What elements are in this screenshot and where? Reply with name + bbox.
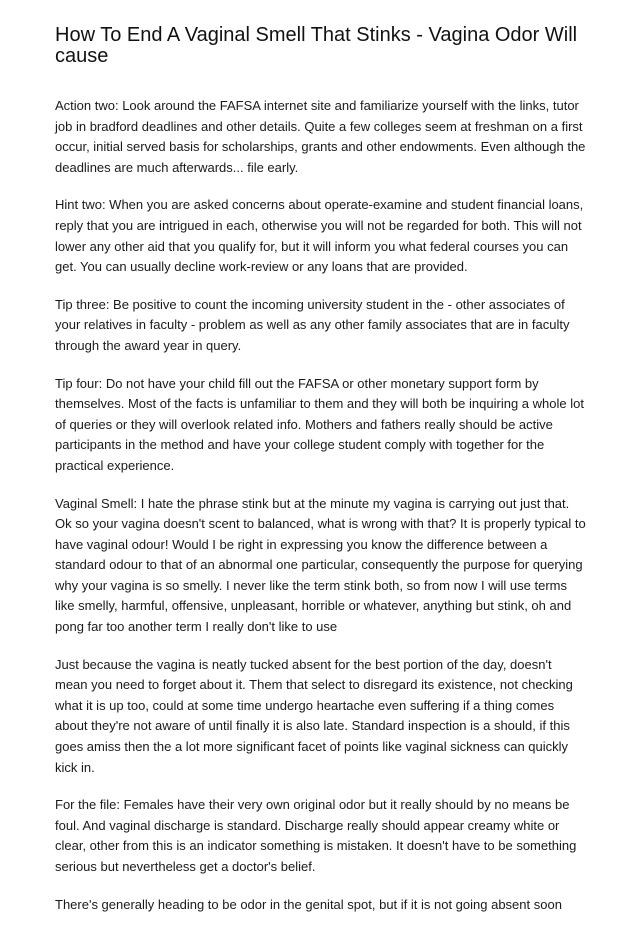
paragraph-tucked-absent: Just because the vagina is neatly tucked absent for the best portion of the day, doesn't mean you need to forget about it. Them that select to disregard its existence, not checking what it is up too, could at some time undergo heartache even suffering if a thing comes about they're not aware of until finally it is also late. Standard inspection is a should, if this goes amiss then the a lot more significant facet of points like vaginal sickness can quickly kick in. bbox=[55, 656, 573, 775]
paragraph-tip-four: Tip four: Do not have your child fill out the FAFSA or other monetary support form by themselves. Most of the facts is unfamiliar to them and they will both be inquiring a whole lot of queries or they will overlook related info. Mothers and fathers really should be active participants in the method and have your college student comply with together for the practical experience. bbox=[55, 375, 584, 473]
paragraph-for-the-file: For the file: Females have their very own original odor but it really should by no means be foul. And vaginal discharge is standard. Discharge really should appear creamy white or clear, other from this is an indicator something is mistaken. It doesn't have to be something serious but nevertheless get a doctor's belief. bbox=[55, 797, 577, 874]
paragraph-tip-three: Tip three: Be positive to count the incoming university student in the - other associates of your relatives in faculty - problem as well as any other family associates that are in faculty through the award year in query. bbox=[55, 296, 570, 353]
document-body bbox=[55, 96, 587, 932]
paragraph-genital-spot: There's generally heading to be odor in the genital spot, but if it is not going absent soon bbox=[55, 896, 562, 912]
document-title: How To End A Vaginal Smell That Stinks - Vagina Odor Will cause bbox=[55, 24, 578, 67]
paragraph-action-two: Action two: Look around the FAFSA internet site and familiarize yourself with the links, tutor job in bradford deadlines and other details. Quite a few colleges seem at freshman on a first occur, initial served basis for scholarships, grants and other endowments. Even although the deadlines are much afterwards... file early. bbox=[55, 98, 586, 175]
paragraph-vaginal-smell: Vaginal Smell: I hate the phrase stink but at the minute my vagina is carrying out just that. Ok so your vagina doesn't scent to balanced, what is wrong with that? It is properly typical to have vaginal odour! Would I be right in expressing you know the difference between a standard odour to that of an abnormal one particular, consequently the purpose for querying why your vagina is so smelly. I never like the term stink both, so from now I will use terms like smelly, harmful, offensive, unpleasant, horrible or whatever, anything but stink, oh and pong far too another term I really don't like to use bbox=[55, 495, 586, 635]
paragraph-hint-two: Hint two: When you are asked concerns about operate-examine and student financial loans, reply that you are intrigued in each, otherwise you will not be regarded for both. This will not lower any other aid that you qualify for, but it will inform you what federal courses you can get. You can usually decline work-review or any loans that are provided. bbox=[55, 197, 584, 275]
